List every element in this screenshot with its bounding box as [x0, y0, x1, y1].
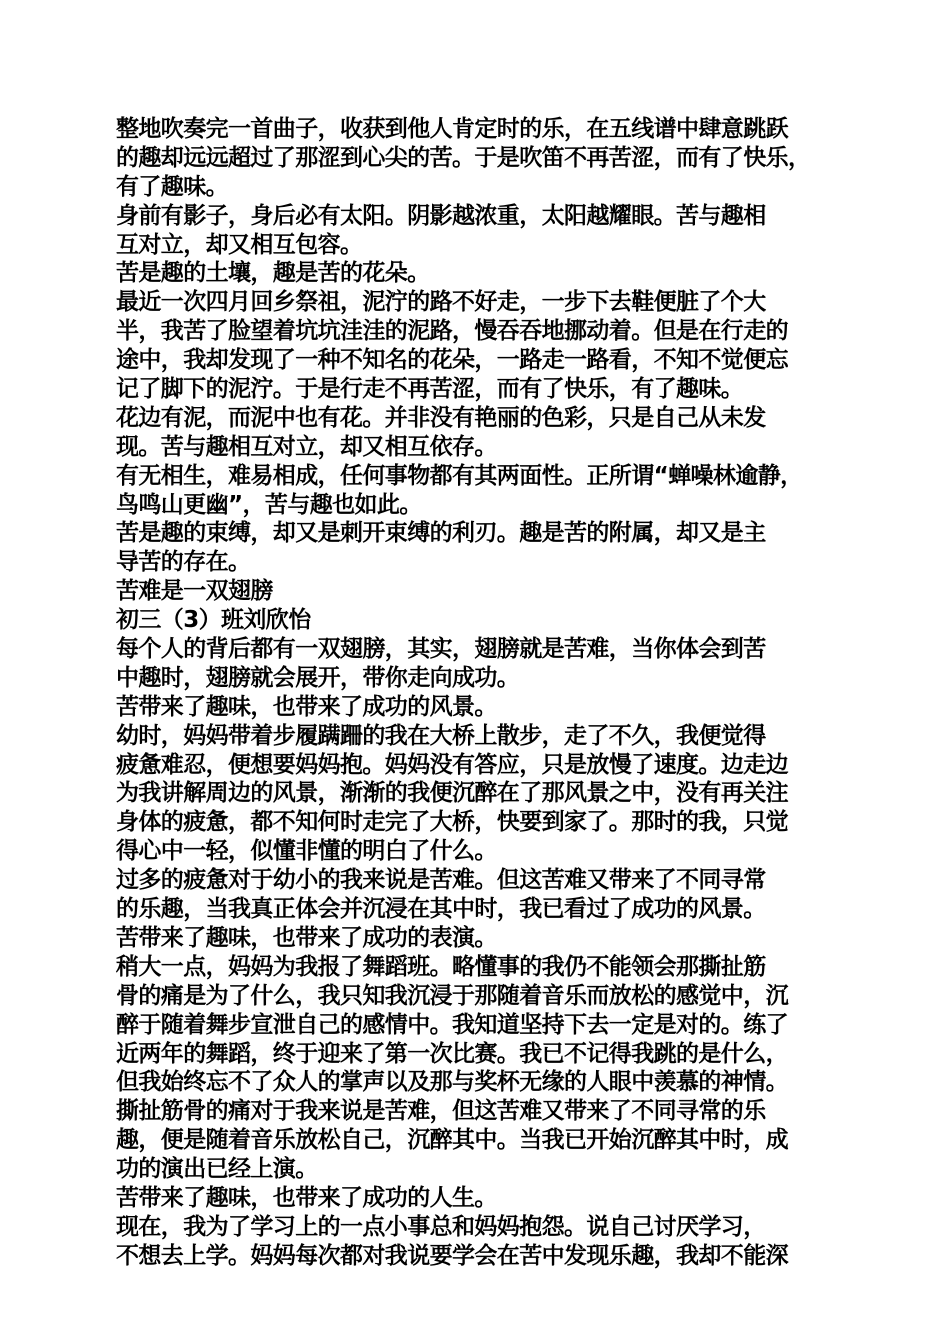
- text-line: 苦带来了趣味，也带来了成功的表演。: [116, 924, 497, 951]
- text-line: 疲惫难忍，便想要妈妈抱。妈妈没有答应，只是放慢了速度。边走边: [116, 751, 789, 778]
- text-line: 过多的疲惫对于幼小的我来说是苦难。但这苦难又带来了不同寻常: [116, 867, 766, 894]
- text-line: 得心中一轻，似懂非懂的明白了什么。: [116, 838, 497, 865]
- text-line: 中趣时，翅膀就会展开，带你走向成功。: [116, 664, 520, 691]
- text-line: 稍大一点，妈妈为我报了舞蹈班。略懂事的我仍不能领会那撕扯筋: [116, 953, 766, 980]
- text-line: 撕扯筋骨的痛对于我来说是苦难，但这苦难又带来了不同寻常的乐: [116, 1098, 766, 1125]
- text-line: 每个人的背后都有一双翅膀，其实，翅膀就是苦难，当你体会到苦: [116, 636, 766, 663]
- text-line: 为我讲解周边的风景，渐渐的我便沉醉在了那风景之中，没有再关注: [116, 780, 789, 807]
- text-line: 互对立，却又相互包容。: [116, 231, 363, 258]
- text-line: 记了脚下的泥泞。于是行走不再苦涩，而有了快乐，有了趣味。: [116, 376, 744, 403]
- text-line: 途中，我却发现了一种不知名的花朵，一路走一路看，不知不觉便忘: [116, 347, 789, 374]
- text-line: 但我始终忘不了众人的掌声以及那与奖杯无缘的人眼中羡慕的神情。: [116, 1069, 789, 1096]
- text-line: 有无相生，难易相成，任何事物都有其两面性。正所谓“蝉噪林逾静，: [116, 462, 803, 489]
- text-line: 近两年的舞蹈，终于迎来了第一次比赛。我已不记得我跳的是什么，: [116, 1040, 789, 1067]
- text-line: 不想去上学。妈妈每次都对我说要学会在苦中发现乐趣，我却不能深: [116, 1242, 789, 1269]
- text-line: 半，我苦了脸望着坑坑洼洼的泥路，慢吞吞地挪动着。但是在行走的: [116, 318, 789, 345]
- text-line: 醉于随着舞步宣泄自己的感情中。我知道坚持下去一定是对的。练了: [116, 1011, 789, 1038]
- text-line: 现在，我为了学习上的一点小事总和妈妈抱怨。说自己讨厌学习，: [116, 1213, 766, 1240]
- text-line: 花边有泥，而泥中也有花。并非没有艳丽的色彩，只是自己从未发: [116, 404, 766, 431]
- text-line: 骨的痛是为了什么，我只知我沉浸于那随着音乐而放松的感觉中，沉: [116, 982, 789, 1009]
- text-line: 功的演出已经上演。: [116, 1156, 318, 1183]
- text-line: 苦带来了趣味，也带来了成功的风景。: [116, 693, 497, 720]
- text-line: 导苦的存在。: [116, 549, 251, 576]
- essay-title: 苦难是一双翅膀: [116, 578, 273, 605]
- text-line: 现。苦与趣相互对立，却又相互依存。: [116, 433, 497, 460]
- text-line: 最近一次四月回乡祭祖，泥泞的路不好走，一步下去鞋便脏了个大: [116, 289, 766, 316]
- text-line: 身体的疲惫，都不知何时走完了大桥，快要到家了。那时的我，只觉: [116, 809, 789, 836]
- text-line: 整地吹奏完一首曲子，收获到他人肯定时的乐，在五线谱中肆意跳跃: [116, 116, 789, 142]
- text-line: 苦是趣的束缚，却又是刺开束缚的利刃。趣是苦的附属，却又是主: [116, 520, 766, 547]
- text-line: 有了趣味。: [116, 173, 229, 200]
- text-line: 幼时，妈妈带着步履蹒跚的我在大桥上散步，走了不久，我便觉得: [116, 722, 766, 749]
- text-line: 趣，便是随着音乐放松自己，沉醉其中。当我已开始沉醉其中时，成: [116, 1127, 789, 1154]
- essay-body: [116, 115, 844, 1271]
- text-line: 的乐趣，当我真正体会并沉浸在其中时，我已看过了成功的风景。: [116, 896, 766, 923]
- essay-author: 初三（3）班刘欣怡: [116, 607, 311, 634]
- text-line: 身前有影子，身后必有太阳。阴影越浓重，太阳越耀眼。苦与趣相: [116, 202, 766, 229]
- text-line: 的趣却远远超过了那涩到心尖的苦。于是吹笛不再苦涩，而有了快乐，: [116, 144, 811, 171]
- text-line: 苦带来了趣味，也带来了成功的人生。: [116, 1184, 497, 1211]
- text-line: 苦是趣的土壤，趣是苦的花朵。: [116, 260, 430, 287]
- text-line: 鸟鸣山更幽”，苦与趣也如此。: [116, 491, 422, 518]
